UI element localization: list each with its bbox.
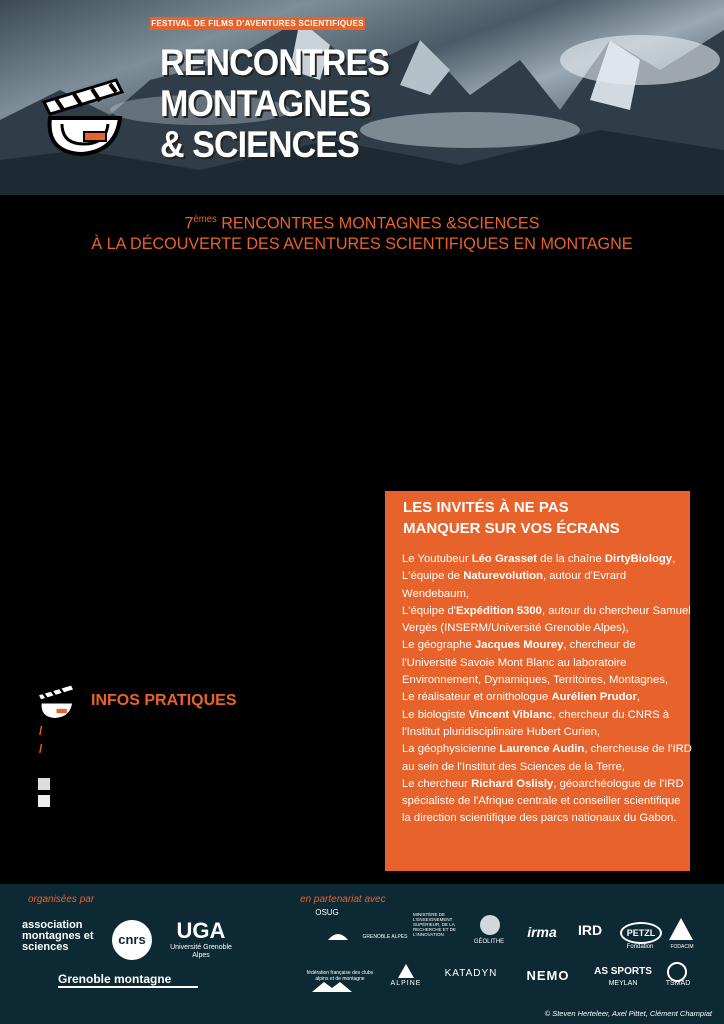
cnrs-logo: cnrs — [112, 920, 152, 960]
festival-strip: FESTIVAL DE FILMS D'AVENTURES SCIENTIFIQUES — [151, 19, 364, 28]
guest-name: Laurence Audin — [499, 743, 585, 756]
geolithe-mark-icon — [479, 914, 501, 936]
calendar-icon — [38, 795, 50, 807]
guest-name: Expédition 5300 — [455, 604, 542, 617]
tsmad-logo: TSMAD — [665, 980, 691, 987]
irma-logo: irma — [527, 924, 557, 940]
guests-list — [402, 551, 692, 828]
guest-description: L'équipe de — [402, 570, 464, 583]
geolithe-logo: GÉOLITHE — [473, 939, 505, 945]
infos-pratiques-title: INFOS PRATIQUES — [91, 692, 237, 709]
clapperboard-carabiner-logo-icon — [36, 62, 134, 160]
guest-entry — [402, 689, 692, 706]
nemo-logo: NEMO — [526, 968, 570, 983]
guest-description: , — [636, 691, 640, 704]
grenoble-montagne-logo: Grenoble montagne — [58, 972, 198, 988]
alpine-logo: ALPINE — [390, 980, 422, 987]
title-line-3: & SCIENCES — [160, 124, 359, 165]
as-sports-logo: AS SPORTS — [594, 966, 652, 977]
guest-description: , chercheur de l'Université Savoie Mont Blanc au laboratoire Environnement, Dynamiques, Territoires, Montagnes, — [402, 639, 669, 687]
festival-title — [160, 42, 389, 165]
petzl-logo: PETZL — [620, 922, 662, 944]
guest-description: de la chaîne — [537, 553, 605, 565]
guest-entry — [402, 603, 692, 638]
guest-description: , chercheuse de l'IRD au sein de l'Institut des Sciences de la Terre, — [402, 743, 692, 773]
organised-by-label: organisées par — [28, 894, 95, 905]
header-banner — [0, 0, 724, 195]
guests-title: LES INVITÉS À NE PAS MANQUER SUR VOS ÉCRANS — [403, 499, 620, 537]
ird-logo: IRD — [577, 922, 603, 938]
guest-description: , autour d'Evrard Wendebaum, — [402, 570, 627, 600]
title-line-2: MONTAGNES — [160, 83, 371, 124]
guest-description: Le géographe — [402, 639, 475, 652]
guest-description: , — [672, 553, 676, 565]
headline-line-2: À LA DÉCOUVERTE DES AVENTURES SCIENTIFIQUES EN MONTAGNE — [91, 233, 633, 253]
ffcam-logo: fédération française des clubs alpins et de montagne — [306, 970, 374, 982]
alpine-mark-icon — [398, 964, 414, 978]
photo-credit: © Steven Herteleer, Axel Pittet, Clément Champiat — [544, 1009, 712, 1018]
guest-description: Le biologiste — [402, 708, 469, 721]
guest-description: Le réalisateur et ornithologue — [402, 691, 552, 704]
guest-name: DirtyBiology — [604, 553, 673, 565]
guest-description: , chercheur du CNRS à l'Institut pluridisciplinaire Hubert Curien, — [402, 708, 670, 738]
osug-mark-icon — [328, 928, 348, 940]
guest-name: Richard Oslisly — [471, 777, 554, 790]
fodacim-logo: FODACIM — [670, 944, 694, 950]
guest-description: L'équipe d' — [402, 604, 456, 617]
guest-name: Léo Grasset — [471, 553, 538, 565]
clapperboard-icon — [34, 676, 80, 722]
tsmad-mark-icon — [664, 962, 690, 982]
ffcam-mark-icon — [312, 982, 352, 992]
partners-label: en partenariat avec — [300, 894, 386, 905]
info-slash-2: / — [39, 742, 43, 756]
guest-description: Le chercheur — [402, 777, 472, 790]
guests-panel — [385, 491, 690, 871]
petzl-fondation: Fondation — [626, 944, 654, 950]
qr-code-icon[interactable] — [38, 778, 50, 790]
uga-subtitle: Université Grenoble Alpes — [170, 944, 232, 959]
footer — [0, 884, 724, 1024]
grenoble-alpes-logo: GRENOBLE ALPES — [362, 934, 408, 940]
guest-description: , autour du chercheur Samuel Vergès (INSERM/Université Grenoble Alpes), — [402, 604, 691, 635]
osug-logo: OSUG — [315, 908, 339, 917]
guest-entry — [402, 551, 692, 568]
guest-description: La géophysicienne — [402, 743, 500, 756]
guest-entry — [402, 637, 692, 689]
guest-entry — [402, 741, 692, 776]
guest-entry — [402, 776, 692, 828]
ministere-logo: MINISTÈRE DE L'ENSEIGNEMENT SUPÉRIEUR, DE LA RECHERCHE ET DE L'INNOVATION — [413, 912, 456, 937]
guest-name: Naturevolution — [463, 570, 543, 583]
ams-logo: association montagnes et sciences — [22, 919, 94, 953]
guest-name: Vincent Viblanc — [468, 708, 553, 721]
headline-line-1: 7èmes RENCONTRES MONTAGNES &SCIENCES — [184, 213, 540, 233]
info-slash-1: / — [39, 724, 43, 738]
guest-entry — [402, 707, 692, 742]
katadyn-logo: KATADYN — [444, 968, 498, 979]
guest-description: Le Youtubeur — [402, 553, 472, 565]
guest-description: , géoarchéologue de l'IRD spécialiste de l'Afrique centrale et conseiller scientifique la direction scientifique des parcs nationaux du Gabon. — [402, 777, 684, 825]
title-line-1: RENCONTRES — [160, 42, 390, 83]
as-sports-meylan: MEYLAN — [608, 980, 638, 987]
guest-entry — [402, 568, 692, 603]
uga-logo: UGA — [176, 918, 226, 943]
fodacim-mark-icon — [668, 916, 694, 942]
guest-name: Jacques Mourey — [474, 639, 564, 652]
edition-headline — [18, 210, 706, 254]
guest-name: Aurélien Prudor — [551, 691, 637, 704]
